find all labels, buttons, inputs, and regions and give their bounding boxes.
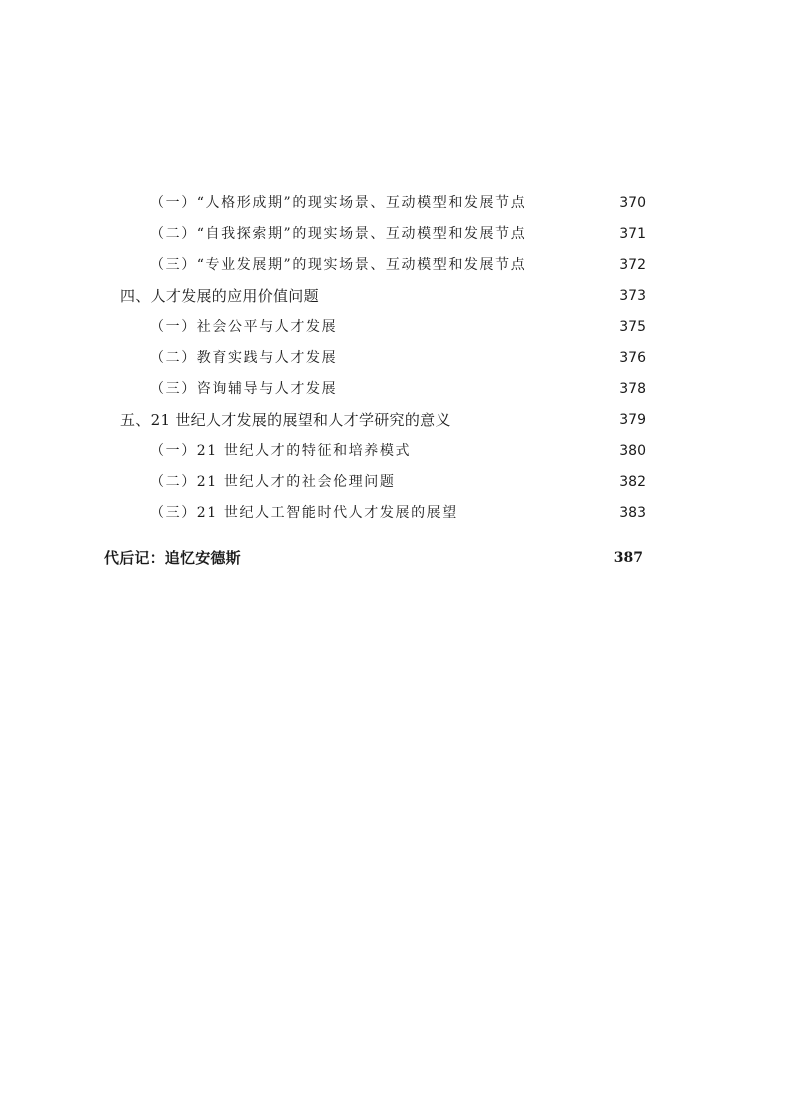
toc-entry-page: 379 [619,412,646,428]
toc-entry-page: 372 [619,257,646,273]
toc-entry-page: 375 [619,319,646,335]
toc-entry-page: 382 [619,474,646,490]
toc-entry-page: 376 [619,350,646,366]
toc-entry [0,346,790,370]
toc-entry [0,315,790,339]
toc-entry-page: 373 [619,288,646,304]
toc-entry-page: 380 [619,443,646,459]
toc-entry-title: （二）21 世纪人才的社会伦理问题 [150,474,396,490]
toc-entry-title: 四、人才发展的应用价值问题 [120,287,319,305]
toc-entry [0,222,790,246]
toc-entry-title: （二）教育实践与人才发展 [150,350,338,366]
toc-entry-title: （一）21 世纪人才的特征和培养模式 [150,443,412,459]
toc-entry-title: 代后记：追忆安德斯 [104,549,241,567]
toc-entry [0,191,790,215]
toc-entry-title: （三）“专业发展期”的现实场景、互动模型和发展节点 [150,257,527,273]
toc-entry-page: 383 [619,505,646,521]
toc-entry-page: 378 [619,381,646,397]
toc-section-entry [0,408,790,432]
toc-entry [0,253,790,277]
toc-entry-title: （三）咨询辅导与人才发展 [150,381,338,397]
toc-entry [0,470,790,494]
toc-entry-title: （一）“人格形成期”的现实场景、互动模型和发展节点 [150,195,527,211]
toc-entry-page: 371 [619,226,646,242]
toc-entry-page: 387 [613,550,643,566]
toc-entry [0,377,790,401]
toc-entry [0,501,790,525]
toc-entry-title: （二）“自我探索期”的现实场景、互动模型和发展节点 [150,226,527,242]
toc-entry-page: 370 [619,195,646,211]
toc-entry-title: 五、21 世纪人才发展的展望和人才学研究的意义 [120,411,451,429]
toc-section-entry [0,284,790,308]
toc-entry [0,439,790,463]
toc-chapter-entry [0,546,790,570]
toc-entry-title: （一）社会公平与人才发展 [150,319,338,335]
toc-entry-title: （三）21 世纪人工智能时代人才发展的展望 [150,505,458,521]
